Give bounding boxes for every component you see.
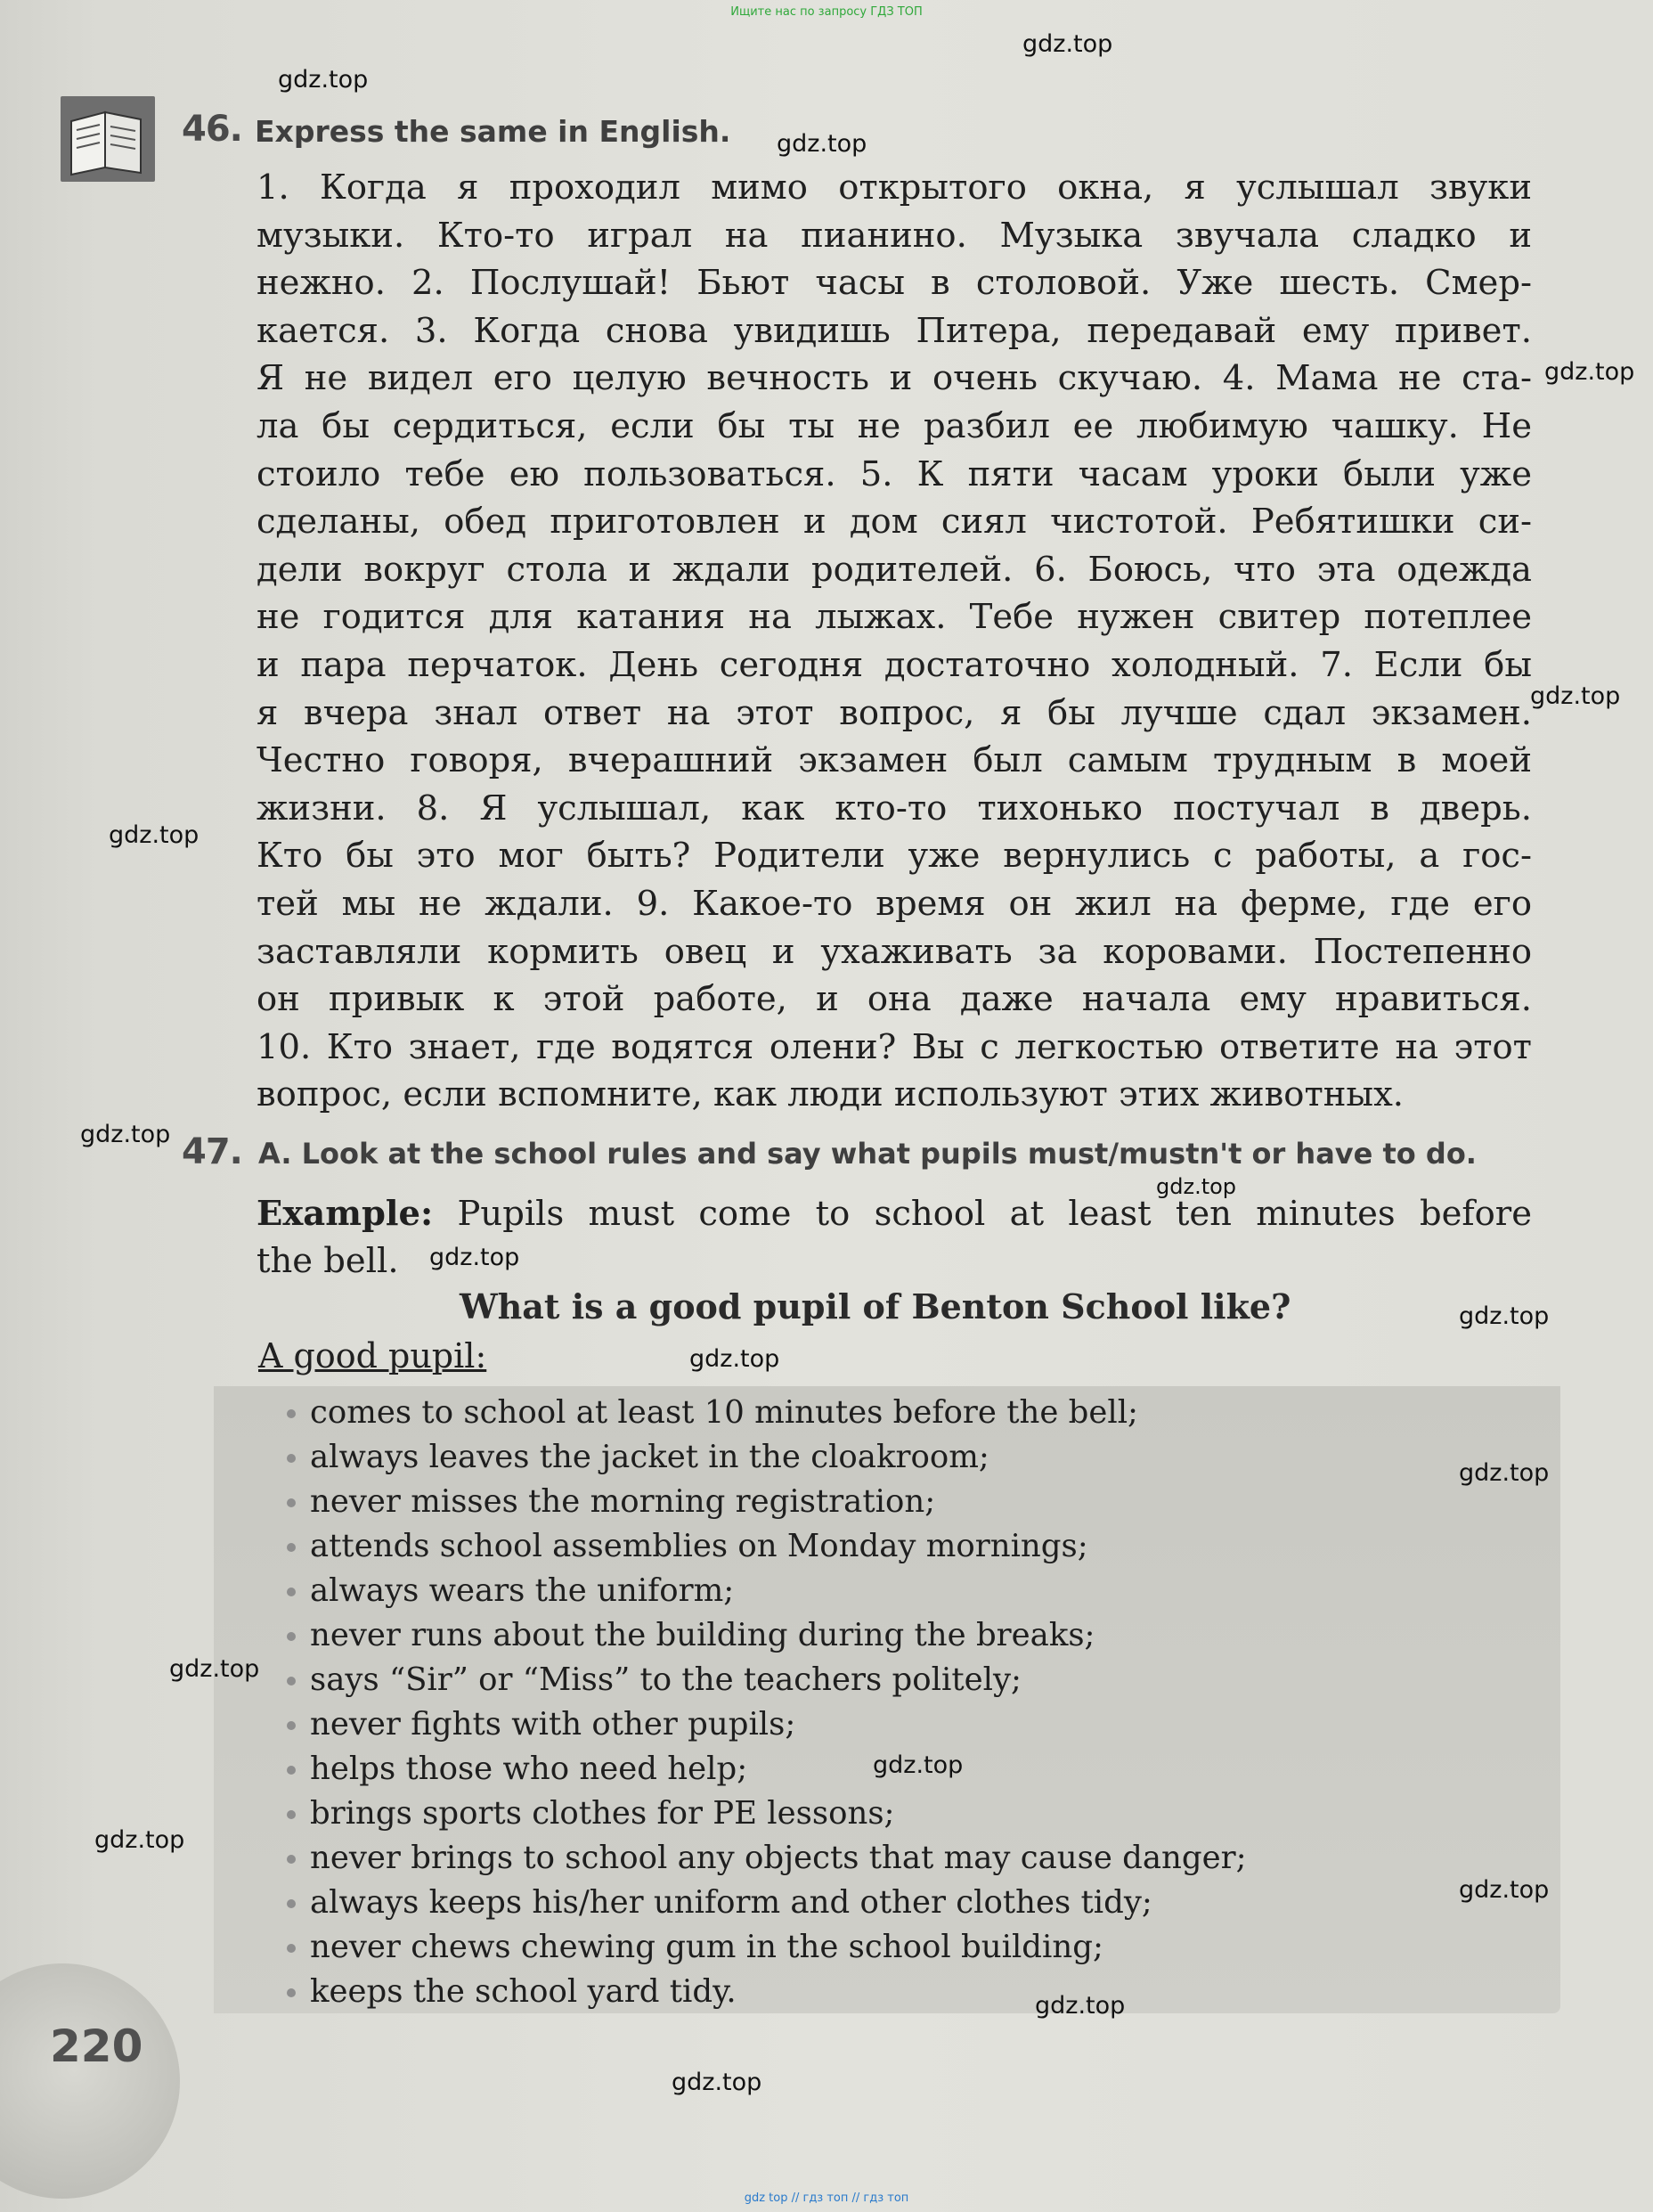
text-line: 1. Когда я проходил мимо открытого окна, я услышал звуки	[256, 167, 1532, 208]
watermark: gdz.top	[873, 1751, 964, 1779]
list-item: always wears the uniform;	[283, 1569, 1247, 1613]
text-line: тей мы не ждали. 9. Какое-то время он жил на ферме, где его	[256, 883, 1532, 924]
text-line: сделаны, обед приготовлен и дом сиял чистотой. Ребятишки си-	[256, 502, 1532, 543]
bullet-icon	[287, 1632, 296, 1641]
list-item: says “Sir” or “Miss” to the teachers politely;	[283, 1658, 1247, 1702]
example-text: Pupils must come to school at least ten minutes before	[433, 1194, 1532, 1234]
exercise-46-text	[256, 164, 1532, 1119]
list-item: never brings to school any objects that may cause danger;	[283, 1836, 1247, 1881]
bullet-icon	[287, 1988, 296, 1997]
text-line: ла бы сердиться, если бы ты не разбил ее любимую чашку. Не	[256, 405, 1532, 446]
bullet-icon	[287, 1899, 296, 1908]
text-line: Кто бы это мог быть? Родители уже вернулись с работы, а гос-	[256, 836, 1532, 877]
watermark: gdz.top	[1022, 30, 1113, 58]
text-line: стоило тебе ею пользоваться. 5. К пяти часам уроки были уже	[256, 453, 1532, 494]
bullet-icon	[287, 1454, 296, 1463]
watermark: gdz.top	[689, 1345, 780, 1373]
page-number: 220	[50, 2020, 143, 2072]
bullet-icon	[287, 1409, 296, 1418]
text-line: музыки. Кто-то играл на пианино. Музыка звучала сладко и	[256, 215, 1532, 256]
text-line: вопрос, если вспомните, как люди используют этих животных.	[256, 1074, 1405, 1115]
text-line: дели вокруг стола и ждали родителей. 6. Боюсь, что эта одежда	[256, 549, 1532, 590]
top-banner[interactable]: Ищите нас по запросу ГДЗ ТОП	[730, 5, 923, 19]
list-item: always leaves the jacket in the cloakroom;	[283, 1435, 1247, 1480]
rules-heading: What is a good pupil of Benton School like?	[460, 1286, 1291, 1326]
page-number-badge	[0, 1963, 180, 2199]
list-item: keeps the school yard tidy.	[283, 1970, 1247, 2014]
bullet-icon	[287, 1677, 296, 1686]
watermark: gdz.top	[94, 1826, 185, 1854]
watermark: gdz.top	[169, 1655, 260, 1683]
watermark: gdz.top	[1459, 1302, 1550, 1330]
list-item: helps those who need help;	[283, 1747, 1247, 1792]
exercise-47-number: 47.	[182, 1131, 242, 1172]
watermark: gdz.top	[777, 130, 867, 158]
text-line: Честно говоря, вчерашний экзамен был самым трудным в моей	[256, 740, 1532, 781]
list-item: never chews chewing gum in the school building;	[283, 1925, 1247, 1970]
list-item: brings sports clothes for PE lessons;	[283, 1792, 1247, 1836]
text-line: нежно. 2. Послушай! Бьют часы в столовой. Уже шесть. Смер-	[256, 263, 1532, 304]
bullet-icon	[287, 1543, 296, 1552]
text-line: кается. 3. Когда снова увидишь Питера, передавай ему привет.	[256, 310, 1532, 351]
text-line: заставляли кормить овец и ухаживать за коровами. Постепенно	[256, 931, 1532, 972]
list-item: never misses the morning registration;	[283, 1480, 1247, 1524]
bottom-banner[interactable]: gdz top // гдз топ // гдз топ	[744, 2192, 909, 2205]
example-text-cont: the bell.	[256, 1241, 399, 1281]
text-line: я вчера знал ответ на этот вопрос, я бы лучше сдал экзамен.	[256, 692, 1532, 733]
watermark: gdz.top	[1459, 1876, 1550, 1904]
list-item: never fights with other pupils;	[283, 1702, 1247, 1747]
watermark: gdz.top	[278, 66, 369, 94]
list-item: never runs about the building during the breaks;	[283, 1613, 1247, 1658]
bullet-icon	[287, 1766, 296, 1775]
rules-list	[283, 1391, 1247, 2014]
exercise-46-title: Express the same in English.	[255, 114, 731, 149]
text-line: 10. Кто знает, где водятся олени? Вы с легкостью ответите на этот	[256, 1026, 1532, 1067]
bullet-icon	[287, 1810, 296, 1819]
bullet-icon	[287, 1855, 296, 1864]
watermark: gdz.top	[672, 2069, 762, 2096]
bullet-icon	[287, 1721, 296, 1730]
watermark: gdz.top	[1035, 1992, 1126, 2020]
watermark: gdz.top	[429, 1244, 520, 1271]
exercise-47-title: A. Look at the school rules and say what pupils must/mustn't or have to do.	[258, 1137, 1477, 1171]
watermark: gdz.top	[1156, 1174, 1237, 1199]
bullet-icon	[287, 1944, 296, 1953]
watermark: gdz.top	[80, 1121, 171, 1148]
bullet-icon	[287, 1498, 296, 1507]
watermark: gdz.top	[109, 821, 200, 849]
good-pupil-label: A good pupil:	[258, 1336, 487, 1375]
bullet-icon	[287, 1588, 296, 1596]
exercise-46-number: 46.	[182, 109, 242, 150]
list-item: always keeps his/her uniform and other clothes tidy;	[283, 1881, 1247, 1925]
watermark: gdz.top	[1459, 1459, 1550, 1487]
list-item: attends school assemblies on Monday mornings;	[283, 1524, 1247, 1569]
text-line: и пара перчаток. День сегодня достаточно холодный. 7. Если бы	[256, 644, 1532, 685]
watermark: gdz.top	[1530, 682, 1621, 710]
book-icon	[59, 94, 157, 184]
text-line: он привык к этой работе, и она даже начала ему нравиться.	[256, 979, 1532, 1020]
example-label: Example:	[256, 1194, 434, 1234]
watermark: gdz.top	[1544, 358, 1635, 386]
text-line: не годится для катания на лыжах. Тебе нужен свитер потеплее	[256, 597, 1532, 638]
text-line: жизни. 8. Я услышал, как кто-то тихонько постучал в дверь.	[256, 788, 1532, 828]
text-line: Я не видел его целую вечность и очень скучаю. 4. Мама не ста-	[256, 358, 1532, 399]
list-item: comes to school at least 10 minutes before the bell;	[283, 1391, 1247, 1435]
